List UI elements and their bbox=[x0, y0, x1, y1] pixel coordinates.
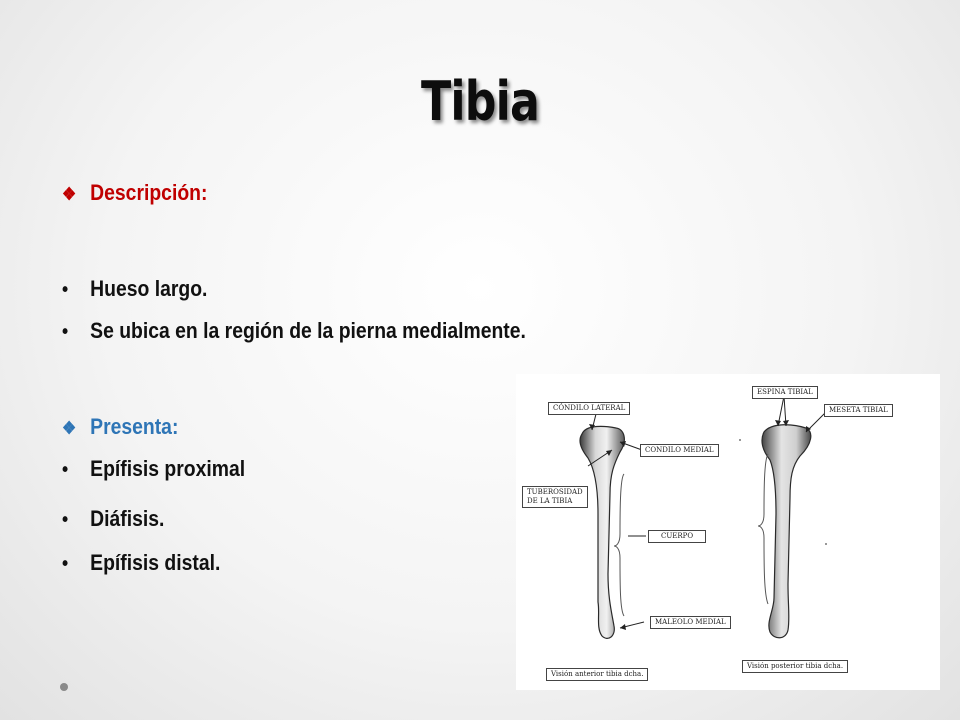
presenta-heading: ❖ Presenta: bbox=[62, 414, 179, 439]
tibia-bones-drawing bbox=[516, 374, 940, 690]
list-item: • Epífisis proximal bbox=[62, 456, 246, 481]
bullet-dot-icon: • bbox=[62, 321, 69, 343]
label-vision-posterior: Visión posterior tibia dcha. bbox=[742, 660, 848, 673]
bullet-dot-icon: • bbox=[62, 459, 69, 481]
label-maleolo-medial: MALEOLO MEDIAL bbox=[650, 616, 731, 629]
description-heading: ❖ Descripción: bbox=[62, 180, 208, 205]
label-tuberosidad: TUBEROSIDAD DE LA TIBIA bbox=[522, 486, 588, 508]
list-item: • Diáfisis. bbox=[62, 506, 165, 531]
label-condilo-medial: CONDILO MEDIAL bbox=[640, 444, 719, 457]
bullet-dot-icon: • bbox=[62, 509, 69, 531]
bullet-dot-icon: • bbox=[62, 553, 69, 575]
tibia-anterior-bone bbox=[580, 426, 624, 638]
label-vision-anterior: Visión anterior tibia dcha. bbox=[546, 668, 648, 681]
list-item: • Epífisis distal. bbox=[62, 550, 221, 575]
tibia-posterior-bone bbox=[762, 425, 811, 638]
tibia-diagram bbox=[516, 374, 940, 690]
label-cuerpo: CUERPO bbox=[648, 530, 706, 543]
list-item: • Hueso largo. bbox=[62, 276, 208, 301]
label-condilo-lateral: CÓNDILO LATERAL bbox=[548, 402, 630, 415]
slide-dot-decoration bbox=[60, 683, 68, 691]
label-espina-tibial: ESPINA TIBIAL bbox=[752, 386, 818, 399]
page-title: Tibia bbox=[420, 70, 540, 133]
diamond-bullet-icon: ❖ bbox=[62, 184, 77, 204]
label-meseta-tibial: MESETA TIBIAL bbox=[824, 404, 893, 417]
bullet-dot-icon: • bbox=[62, 279, 69, 301]
list-item: • Se ubica en la región de la pierna medialmente. bbox=[62, 318, 526, 343]
diamond-bullet-icon: ❖ bbox=[62, 418, 77, 438]
